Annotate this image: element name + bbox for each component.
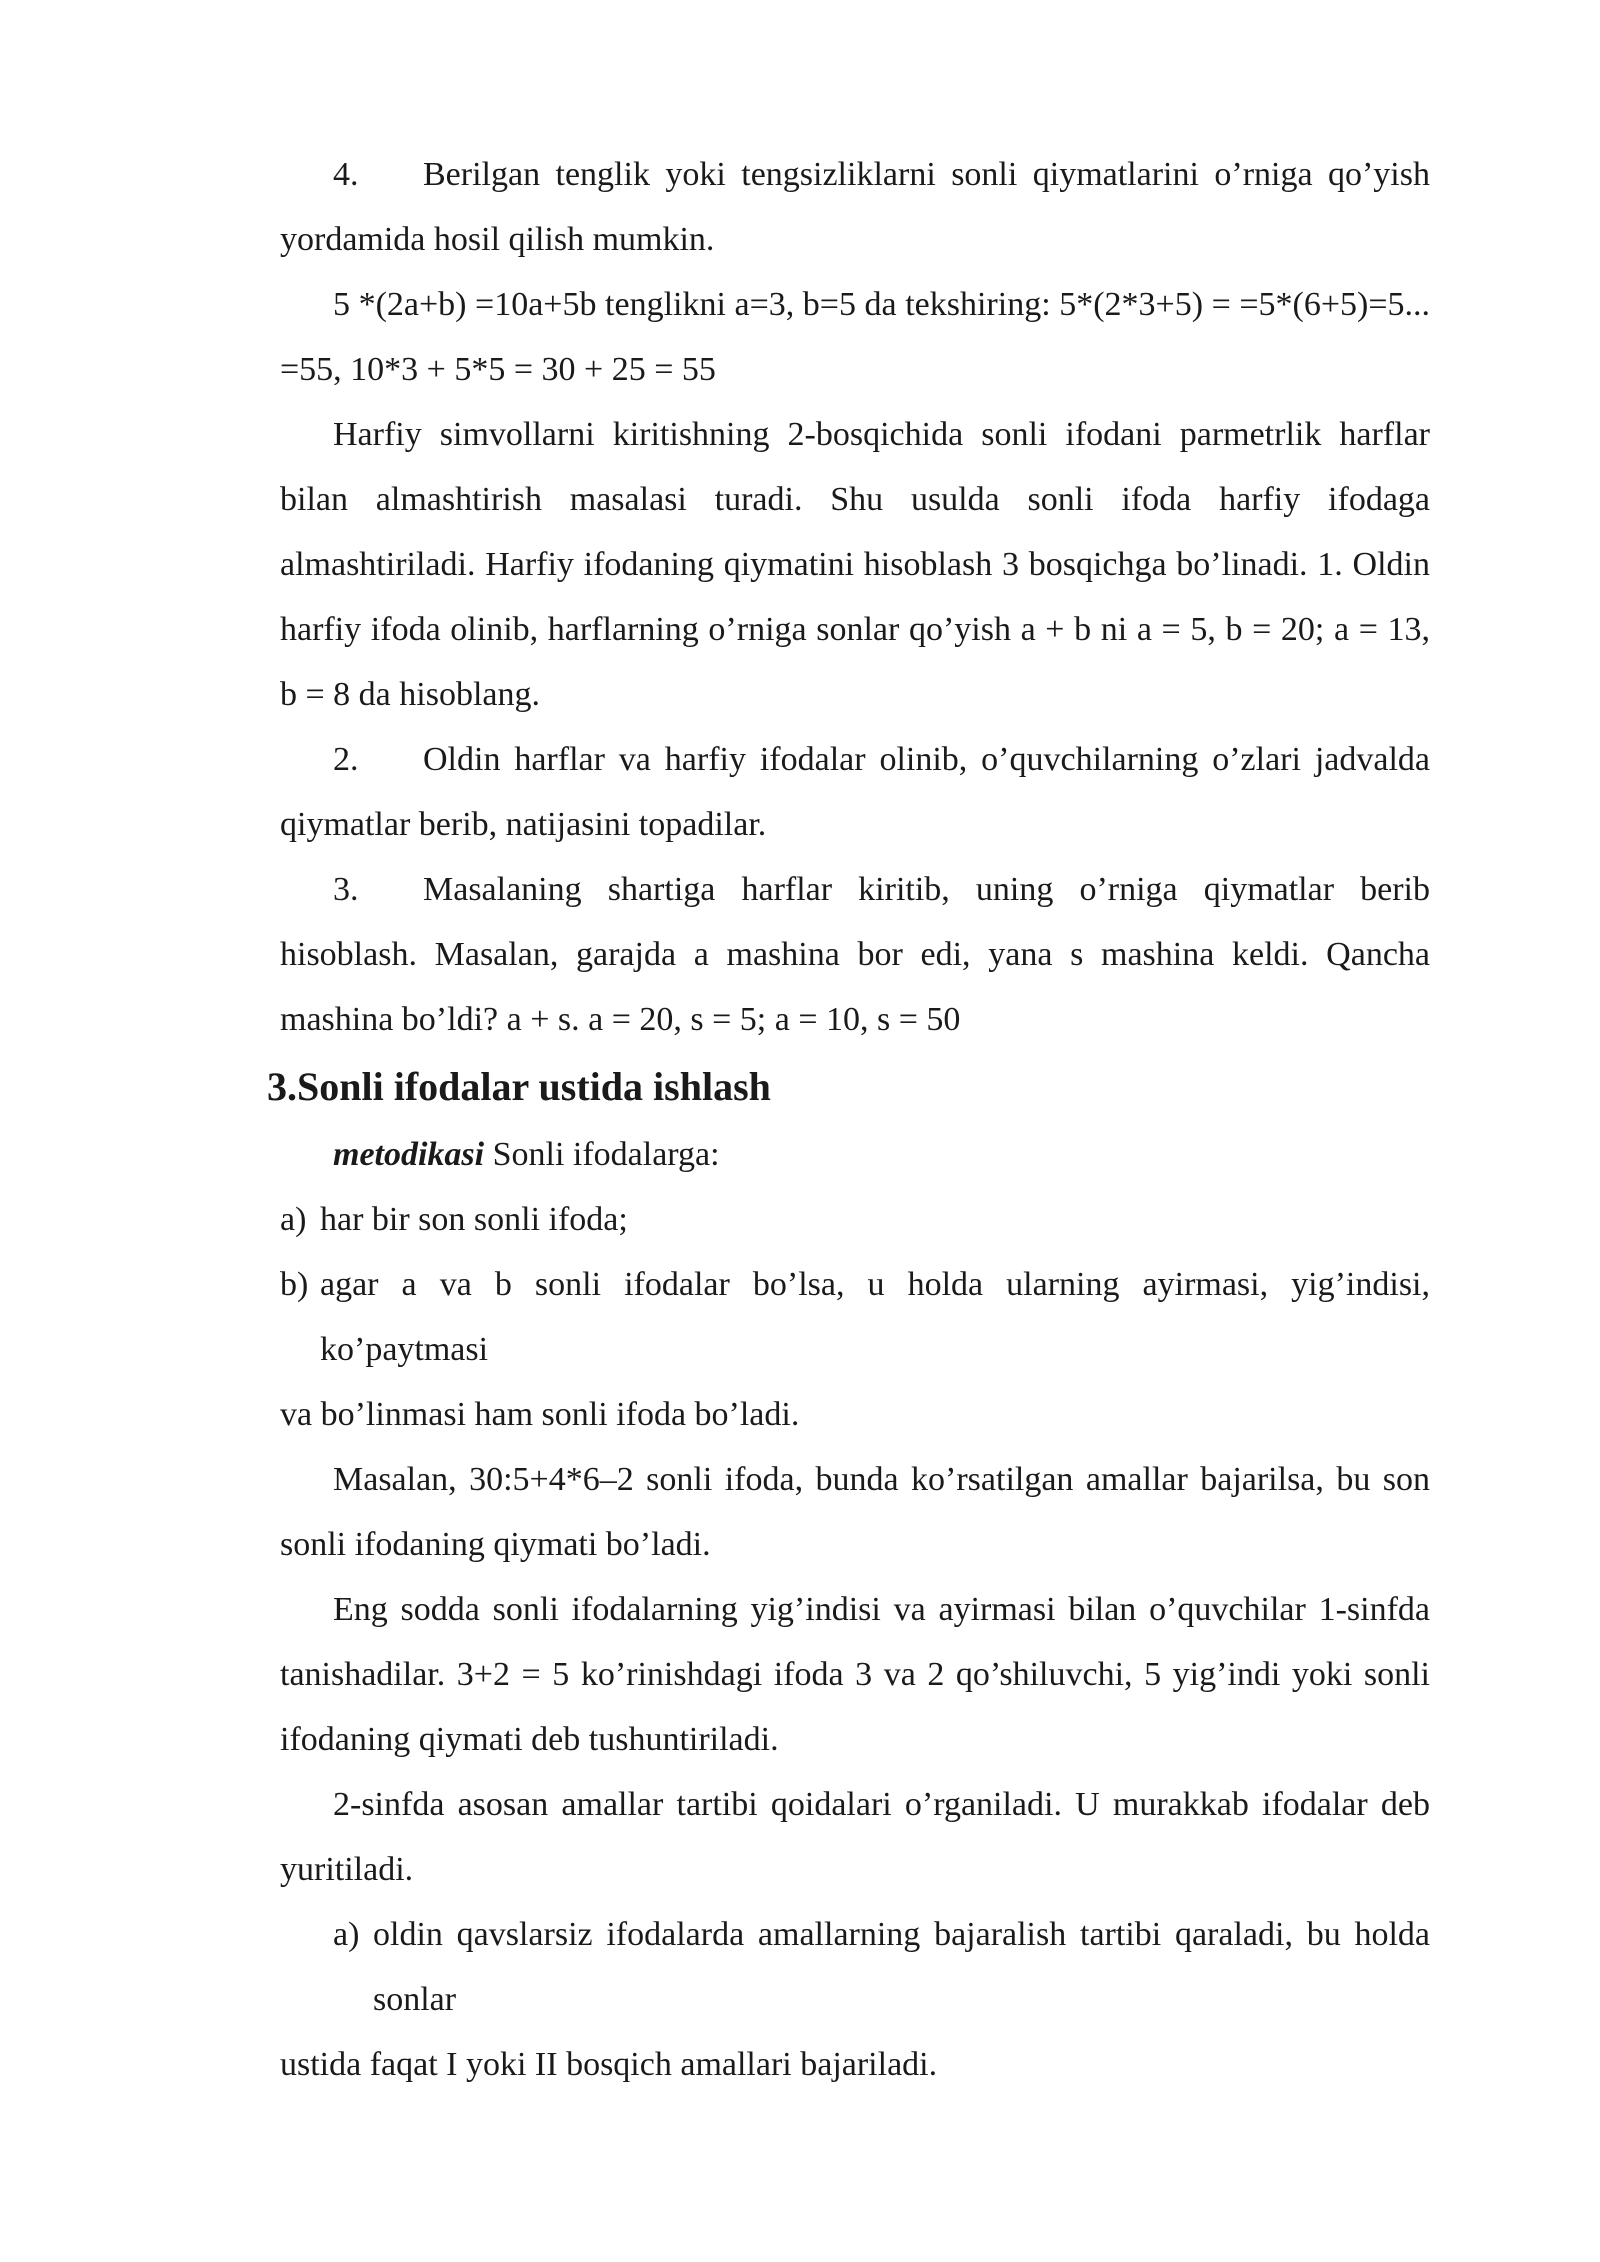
method-bold-label: metodikasi <box>333 1136 485 1173</box>
numbered-paragraph-4 <box>280 142 1430 272</box>
item-number: 2. <box>333 741 359 778</box>
paragraph-example: 5 *(2a+b) =10a+5b tenglikni a=3, b=5 da tekshiring: 5*(2*3+5) = =5*(6+5)=5... =55, 10*3 + 5*5 = 30 + 25 = 55 <box>280 286 1430 388</box>
item-number: 4. <box>333 156 359 193</box>
list-text: oldin qavslarsiz ifodalarda amallarning bajaralish tartibi qaraladi, bu holda sonlar <box>373 1916 1430 2018</box>
method-text: Sonli ifodalarga: <box>484 1136 720 1173</box>
item-text: Masalaning shartiga harflar kiritib, uning o’rniga qiymatlar berib hisoblash. Masalan, garajda a mashina bor edi, yana s mashina keldi. Qancha mashina bo’ldi? a + s. a = 20, s = 5; a = 10, s = 50 <box>280 871 1430 1038</box>
item-number: 3. <box>333 871 359 908</box>
paragraph-after-b: va bo’linmasi ham sonli ifoda bo’ladi. <box>280 1396 800 1433</box>
section-heading: 3.Sonli ifodalar ustida ishlash <box>267 1064 771 1109</box>
list-item-a-2 <box>333 1902 1430 2032</box>
item-text: Berilgan tenglik yoki tengsizliklarni sonli qiymatlarini o’rniga qo’yish yordamida hosil qilish mumkin. <box>280 156 1430 258</box>
paragraph-last: ustida faqat I yoki II bosqich amallari bajariladi. <box>280 2046 938 2083</box>
paragraph-masalan: Masalan, 30:5+4*6–2 sonli ifoda, bunda ko’rsatilgan amallar bajarilsa, bu son sonli ifodaning qiymati bo’ladi. <box>280 1461 1430 1563</box>
document-page <box>267 142 1430 2097</box>
numbered-paragraph-3 <box>280 857 1430 1052</box>
list-item-a <box>280 1187 1430 1252</box>
list-marker: a) <box>333 1916 360 1953</box>
method-paragraph <box>280 1122 1430 1187</box>
list-text: agar a va b sonli ifodalar bo’lsa, u holda ularning ayirmasi, yig’indisi, ko’paytmasi <box>320 1266 1430 1368</box>
paragraph-eng-sodda: Eng sodda sonli ifodalarning yig’indisi va ayirmasi bilan o’quvchilar 1-sinfda tanishadilar. 3+2 = 5 ko’rinishdagi ifoda 3 va 2 qo’shiluvchi, 5 yig’indi yoki sonli ifodaning qiymati deb tushuntiriladi. <box>280 1591 1430 1758</box>
paragraph-harfiy: Harfiy simvollarni kiritishning 2-bosqichida sonli ifodani parmetrlik harflar bilan almashtirish masalasi turadi. Shu usulda sonli ifoda harfiy ifodaga almashtiriladi. Harfiy ifodaning qiymatini hisoblash 3 bosqichga bo’linadi. 1. Oldin harfiy ifoda olinib, harflarning o’rniga sonlar qo’yish a + b ni a = 5, b = 20; a = 13, b = 8 da hisoblang. <box>280 416 1430 713</box>
list-item-b <box>280 1252 1430 1382</box>
numbered-paragraph-2 <box>280 727 1430 857</box>
list-marker: a) <box>280 1201 307 1238</box>
paragraph-2-sinf: 2-sinfda asosan amallar tartibi qoidalari o’rganiladi. U murakkab ifodalar deb yuritiladi. <box>280 1786 1430 1888</box>
item-text: Oldin harflar va harfiy ifodalar olinib, o’quvchilarning o’zlari jadvalda qiymatlar berib, natijasini topadilar. <box>280 741 1430 843</box>
list-text: har bir son sonli ifoda; <box>320 1201 628 1238</box>
list-marker: b) <box>280 1266 309 1303</box>
